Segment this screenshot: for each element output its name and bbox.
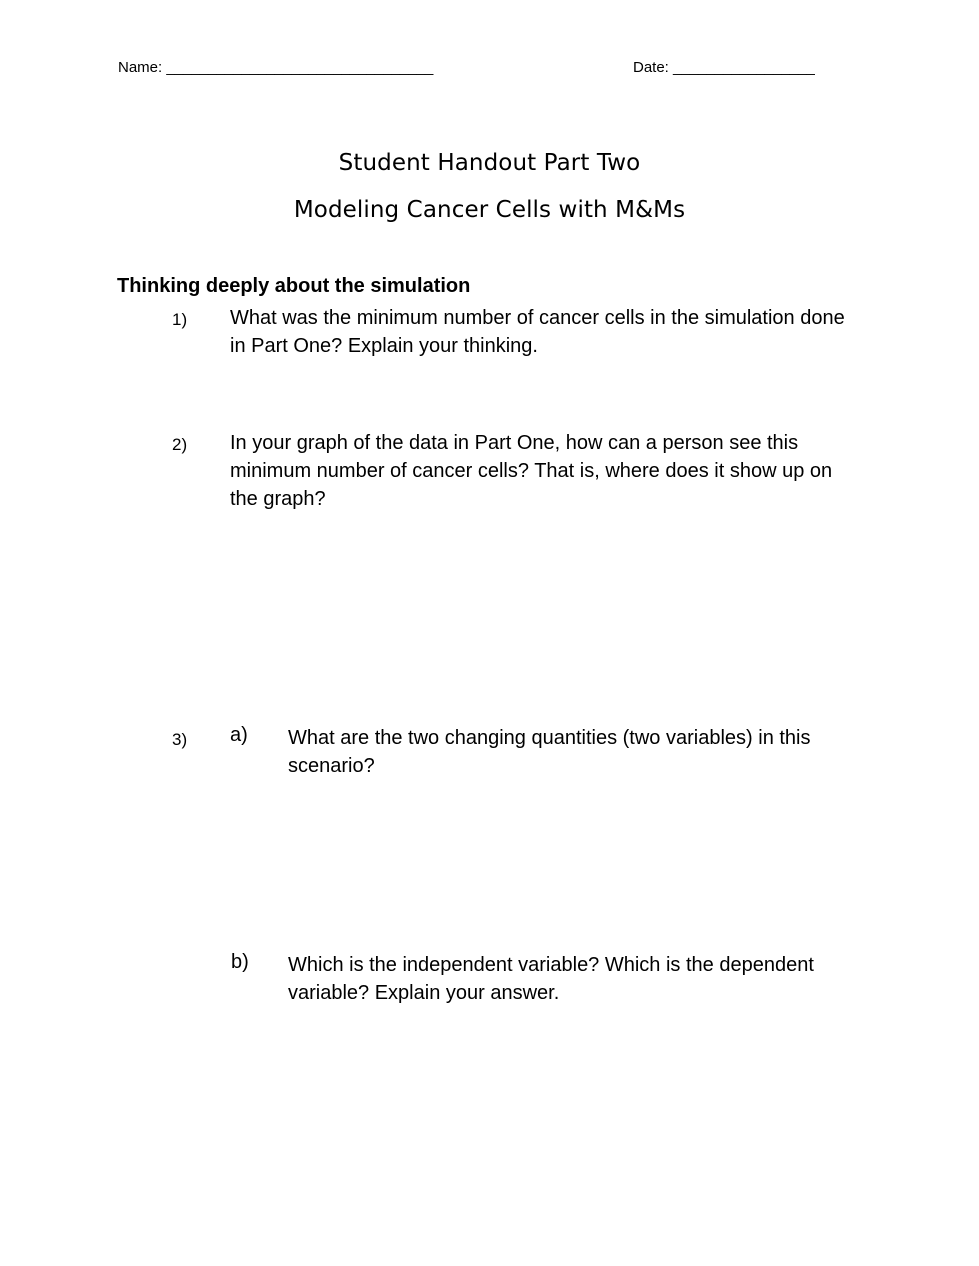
name-field-label: Name: ________________________________ (118, 59, 434, 76)
question-2-number: 2) (172, 435, 188, 454)
handout-title: Student Handout Part Two (338, 150, 641, 176)
question-3-number: 3) (172, 730, 188, 749)
question-1-number: 1) (172, 310, 188, 329)
question-3b-label: b) (231, 951, 249, 973)
handout-subtitle: Modeling Cancer Cells with M&Ms (293, 197, 686, 223)
question-3b-text: Which is the independent variable? Which is the dependent variable? Explain your answer. (288, 954, 814, 1004)
question-3a-text: What are the two changing quantities (two variables) in this scenario? (288, 727, 811, 777)
question-1-text: What was the minimum number of cancer cells in the simulation done in Part One? Explain your thinking. (230, 307, 845, 357)
question-3a-label: a) (230, 724, 248, 746)
date-field-label: Date: _________________ (633, 59, 815, 76)
question-2-text: In your graph of the data in Part One, how can a person see this minimum number of cancer cells? That is, where does it show up on the graph? (230, 432, 833, 510)
section-heading: Thinking deeply about the simulation (117, 275, 471, 297)
